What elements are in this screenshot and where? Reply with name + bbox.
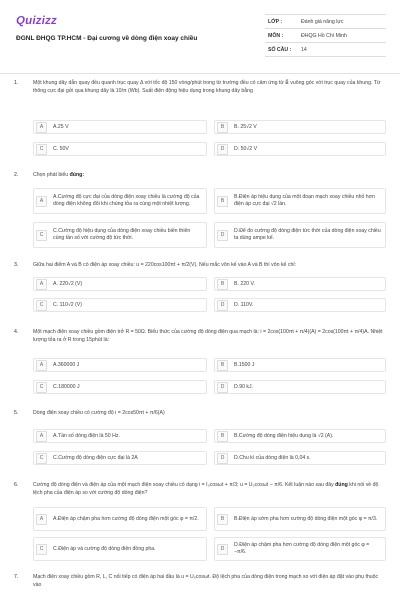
question-number: 6. bbox=[14, 482, 19, 488]
question-text: Mạch điện xoay chiều gồm R, L, C nối tiếp có điện áp hai đầu là u = U₀cosωt. Độ lệch pha của dòng điện trong mạch so với điện áp đặt vào phụ thuộc vào bbox=[33, 574, 379, 588]
option-letter: A bbox=[36, 196, 47, 207]
option-text: D.Điện áp chậm pha hơn cường độ dòng điện một góc φ = −π/6. bbox=[234, 542, 370, 555]
option-letter: A bbox=[36, 279, 47, 290]
option-letter: B bbox=[217, 122, 228, 133]
answer-option-a[interactable] bbox=[33, 358, 207, 372]
option-text: A.Tần số dòng điện là 50 Hz. bbox=[53, 432, 120, 439]
question-number: 1. bbox=[14, 80, 19, 86]
question-number: 2. bbox=[14, 172, 19, 178]
option-text: B.Điện áp sớm pha hơn cường độ dòng điện một góc φ = π/3. bbox=[234, 515, 378, 522]
answer-option-b[interactable] bbox=[214, 188, 386, 214]
option-text: A.25 V bbox=[53, 123, 69, 130]
answer-option-d[interactable] bbox=[214, 142, 386, 156]
option-letter: C bbox=[36, 382, 47, 393]
option-text: B. 25√2 V bbox=[234, 123, 257, 130]
option-text: D. 110V. bbox=[234, 301, 254, 308]
option-letter: D bbox=[217, 230, 228, 241]
page-title: ĐGNL ĐHQG TP.HCM - Đại cương về dòng điện xoay chiều bbox=[16, 35, 198, 42]
option-text: B.1500 J bbox=[234, 361, 255, 368]
answer-option-a[interactable] bbox=[33, 188, 207, 214]
option-letter: B bbox=[217, 431, 228, 442]
answer-option-b[interactable] bbox=[214, 277, 386, 291]
option-text: D.Để đo cường độ dòng điện tức thời của dòng điện xoay chiều ta dùng ampe kế. bbox=[234, 228, 381, 241]
meta-row-class bbox=[265, 15, 386, 29]
answer-option-d[interactable] bbox=[214, 380, 386, 394]
option-letter: D bbox=[217, 544, 228, 555]
option-letter: D bbox=[217, 453, 228, 464]
option-text: C.Cường độ hiệu dụng của dòng điện xoay chiều biến thiên cùng tần số với cường độ tức thời. bbox=[53, 228, 191, 241]
answer-option-b[interactable] bbox=[214, 358, 386, 372]
answer-option-a[interactable] bbox=[33, 429, 207, 443]
meta-key: LỚP : bbox=[268, 18, 283, 25]
option-letter: A bbox=[36, 122, 47, 133]
answer-option-a[interactable] bbox=[33, 277, 207, 291]
option-text: A. 220√2 (V) bbox=[53, 280, 83, 287]
option-letter: C bbox=[36, 300, 47, 311]
header-divider bbox=[0, 73, 400, 74]
option-text: D.Chu kì của dòng điện là 0,04 s. bbox=[234, 454, 311, 461]
option-text: B.Cường độ dòng điện hiệu dụng là √2 (A). bbox=[234, 432, 334, 439]
question-number: 4. bbox=[14, 329, 19, 335]
question-text: Một khung dây dẫn quay đều quanh trục quay Δ với tốc độ 150 vòng/phút trong từ trường đều có cảm ứng từ B⃗ vuông góc với trục quay của khung. Từ thông cực đại gửi qua khung dây là 10/π (Wb). Suất điện động hiệu dụng trong khung dây bằng bbox=[33, 80, 381, 94]
option-letter: A bbox=[36, 431, 47, 442]
option-text: D.90 kJ. bbox=[234, 383, 254, 390]
question-text: Một mạch điện xoay chiều gồm điện trở R = 50Ω. Biểu thức của cường độ dòng điện qua mạch là: i = 2cos(100πt + π/4)(A) = 2cos(100πt + π/4)A. Nhiệt lượng tỏa ra ở R trong 15phút là: bbox=[33, 329, 383, 343]
quizizz-logo: Quizizz bbox=[14, 15, 59, 27]
answer-option-d[interactable] bbox=[214, 451, 386, 465]
option-letter: D bbox=[217, 144, 228, 155]
option-letter: A bbox=[36, 514, 47, 525]
meta-value: ĐHQG Hồ Chí Minh bbox=[301, 32, 347, 39]
answer-option-d[interactable] bbox=[214, 537, 386, 561]
answer-option-a[interactable] bbox=[33, 120, 207, 134]
meta-table bbox=[265, 14, 386, 57]
option-text: C. 50V bbox=[53, 145, 69, 152]
option-text: B. 220 V. bbox=[234, 280, 255, 287]
question-number: 5. bbox=[14, 410, 19, 416]
option-text: B.Điện áp hiệu dụng của một đoạn mạch xoay chiều nhỏ hơn điện áp cực đại √2 lần. bbox=[234, 194, 375, 207]
question-text bbox=[33, 482, 383, 497]
meta-value: 14 bbox=[301, 46, 307, 53]
option-text: C. 110√2 (V) bbox=[53, 301, 82, 308]
meta-key: SỐ CÂU : bbox=[268, 46, 292, 53]
option-letter: C bbox=[36, 453, 47, 464]
answer-option-b[interactable] bbox=[214, 429, 386, 443]
page-header bbox=[0, 0, 400, 74]
question-text-plain: Chọn phát biểu bbox=[33, 172, 70, 178]
answer-option-c[interactable] bbox=[33, 222, 207, 248]
question-number: 3. bbox=[14, 262, 19, 268]
option-text: C.180000 J bbox=[53, 383, 80, 390]
meta-row-subject bbox=[265, 29, 386, 43]
answer-option-c[interactable] bbox=[33, 298, 207, 312]
option-text: C.Điện áp và cường độ dòng điện đồng pha. bbox=[53, 545, 156, 552]
option-letter: D bbox=[217, 382, 228, 393]
option-letter: C bbox=[36, 144, 47, 155]
option-text: D. 50√2 V bbox=[234, 145, 258, 152]
option-letter: B bbox=[217, 279, 228, 290]
option-letter: B bbox=[217, 514, 228, 525]
question-text bbox=[33, 172, 383, 180]
option-letter: C bbox=[36, 230, 47, 241]
answer-option-a[interactable] bbox=[33, 507, 207, 531]
option-letter: D bbox=[217, 300, 228, 311]
answer-option-c[interactable] bbox=[33, 537, 207, 561]
meta-key: MÔN : bbox=[268, 32, 284, 39]
meta-row-count bbox=[265, 43, 386, 57]
meta-value: Đánh giá năng lực bbox=[301, 18, 344, 25]
answer-option-c[interactable] bbox=[33, 142, 207, 156]
question-number: 7. bbox=[14, 574, 19, 580]
option-letter: B bbox=[217, 360, 228, 371]
option-letter: A bbox=[36, 360, 47, 371]
answer-option-d[interactable] bbox=[214, 222, 386, 248]
question-text: Giữa hai điểm A và B có điện áp xoay chiều: u = 220cos100πt + π/2(V). Nếu mắc vôn kế vào A và B thì vôn kế chỉ: bbox=[33, 262, 296, 268]
answer-option-b[interactable] bbox=[214, 507, 386, 531]
question-text-plain: Cường độ dòng điện và điện áp của một mạch điện xoay chiều có dạng i = I₀cosωt + π/3; u = U₀cosωt − π/6. Kết luận nào sau đây bbox=[33, 482, 336, 488]
answer-option-c[interactable] bbox=[33, 380, 207, 394]
question-text: Dòng điện xoay chiều có cường độ i = 2cos50πt + π/6(A) bbox=[33, 410, 165, 416]
question-text-bold: đúng bbox=[335, 482, 348, 488]
answer-option-b[interactable] bbox=[214, 120, 386, 134]
option-letter: C bbox=[36, 544, 47, 555]
answer-option-d[interactable] bbox=[214, 298, 386, 312]
question-text-bold: đúng: bbox=[69, 172, 85, 178]
answer-option-c[interactable] bbox=[33, 451, 207, 465]
option-letter: B bbox=[217, 196, 228, 207]
option-text: C.Cường độ dòng điện cực đại là 2A bbox=[53, 454, 138, 461]
option-text: A.360000 J bbox=[53, 361, 80, 368]
question-text-after: khi nói về độ lệch pha của điện áp so với cường độ dòng điện? bbox=[33, 482, 379, 496]
option-text: A.Điện áp chậm pha hơn cường độ dòng điện một góc φ = π/2. bbox=[53, 515, 199, 522]
option-text: A.Cường độ cực đại của dòng điện xoay chiều là cường độ của dòng điện không đổi khi chúng tỏa ra cùng một nhiệt lượng. bbox=[53, 194, 200, 207]
